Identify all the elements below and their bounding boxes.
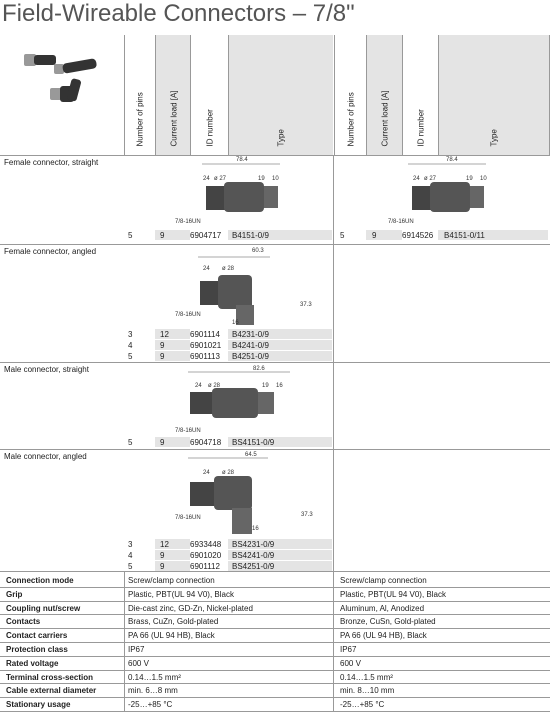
property-name: Protection class [6,645,68,654]
property-value: -25…+85 °C [340,700,385,710]
header-current: Current load [A] [155,35,191,155]
header-pins-right: Number of pins [334,35,367,155]
property-value: min. 6…8 mm [128,686,178,696]
property-name: Rated voltage [6,658,59,668]
page-title: Field-Wireable Connectors – 7/8" [2,0,355,27]
connector-photo [20,42,110,117]
connector-drawing [180,456,310,541]
connector-drawing [180,368,330,433]
header-id: ID number [190,35,229,155]
property-name: Contacts [6,617,41,627]
property-value: Bronze, CuSn, Gold-plated [340,617,436,627]
property-value: Screw/clamp connection [340,576,427,585]
property-value: 0.14…1.5 mm² [340,672,393,682]
connector-drawing [180,160,330,230]
header-type-right: Type [438,35,550,155]
property-value: PA 66 (UL 94 HB), Black [340,631,427,641]
section-label: Male connector, angled [4,452,87,461]
property-value: 600 V [128,658,149,668]
header-type: Type [228,35,333,155]
property-value: -25…+85 °C [128,700,173,710]
property-value: IP67 [128,645,145,654]
property-name: Coupling nut/screw [6,603,81,613]
section-label: Female connector, straight [4,158,99,167]
header-id-right: ID number [402,35,439,155]
property-name: Terminal cross-section [6,672,93,682]
property-name: Connection mode [6,576,74,585]
property-value: Plastic, PBT(UL 94 V0), Black [340,589,446,599]
property-value: Aluminum, Al, Anodized [340,603,425,613]
section-label: Male connector, straight [4,365,89,374]
property-value: IP67 [340,645,357,654]
header-current-right: Current load [A] [366,35,403,155]
property-value: PA 66 (UL 94 HB), Black [128,631,215,641]
property-value: Plastic, PBT(UL 94 V0), Black [128,589,234,599]
property-value: Die-cast zinc, GD-Zn, Nickel-plated [128,603,253,613]
property-value: 600 V [340,658,361,668]
section-label: Female connector, angled [4,247,97,256]
property-value: 0.14…1.5 mm² [128,672,181,682]
property-value: min. 8…10 mm [340,686,395,696]
property-value: Brass, CuZn, Gold-plated [128,617,219,627]
property-value: Screw/clamp connection [128,576,215,585]
header-pins: Number of pins [124,35,155,155]
property-name: Stationary usage [6,700,71,710]
property-name: Grip [6,589,23,599]
property-name: Contact carriers [6,631,68,641]
property-name: Cable external diameter [6,686,97,696]
